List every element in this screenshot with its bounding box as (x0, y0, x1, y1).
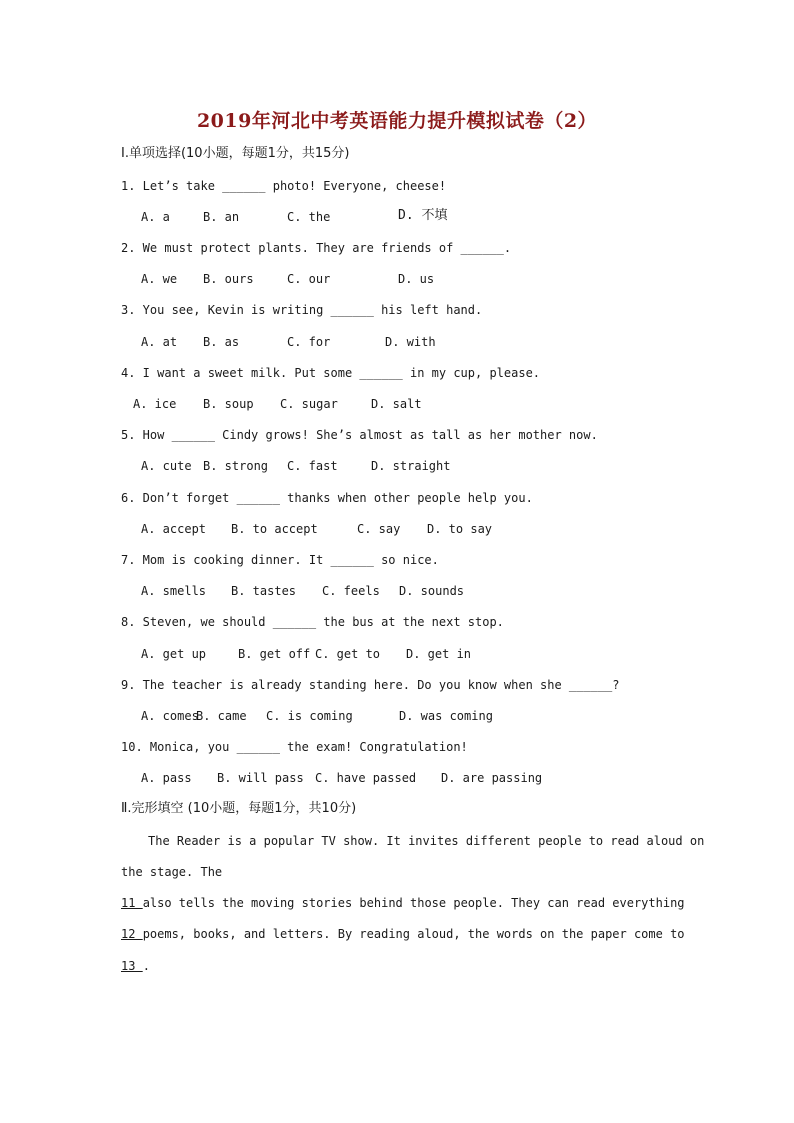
question-8-option-c: C. get to (315, 647, 381, 661)
question-6-option-b: B. to accept (231, 522, 318, 536)
question-3-option-d: D. with (385, 335, 436, 349)
blank-13: 13 (121, 959, 143, 973)
question-9-option-d: D. was coming (399, 709, 493, 723)
question-10-stem: 10. Monica, you ______ the exam! Congratulation! (121, 740, 468, 754)
blank-12: 12 (121, 927, 143, 941)
question-5-option-b: B. strong (203, 459, 269, 473)
question-2-option-a: A. we (141, 272, 178, 286)
question-3-option-b: B. as (203, 335, 240, 349)
passage-line-5-text: . (142, 959, 150, 973)
question-5-option-d: D. straight (371, 459, 451, 473)
passage-line-4-text: poems, books, and letters. By reading aloud, the words on the paper come to (142, 927, 685, 941)
passage-line-4 (121, 926, 685, 942)
question-6-option-c: C. say (357, 522, 401, 536)
question-4-stem: 4. I want a sweet milk. Put some ______ in my cup, please. (121, 366, 541, 380)
question-8-option-b: B. get off (238, 647, 311, 661)
question-3-stem: 3. You see, Kevin is writing ______ his left hand. (121, 303, 483, 317)
page-title: 2019年河北中考英语能力提升模拟试卷（2） (196, 110, 598, 132)
question-6-option-a: A. accept (141, 522, 207, 536)
section-1-heading: Ⅰ.单项选择(10小题，每题1分，共15分) (121, 146, 350, 161)
question-2-stem: 2. We must protect plants. They are friends of ______. (121, 241, 512, 255)
question-6-stem: 6. Don’t forget ______ thanks when other people help you. (121, 491, 533, 505)
question-7-stem: 7. Mom is cooking dinner. It ______ so nice. (121, 553, 439, 567)
question-7-option-b: B. tastes (231, 584, 297, 598)
question-4-option-c: C. sugar (280, 397, 338, 411)
question-9-option-b: B. came (196, 709, 247, 723)
question-9-stem: 9. The teacher is already standing here. Do you know when she ______? (121, 678, 620, 692)
question-4-option-b: B. soup (203, 397, 254, 411)
question-1-option-b: B. an (203, 210, 240, 224)
question-10-option-d: D. are passing (441, 771, 543, 785)
question-5-option-a: A. cute (141, 459, 192, 473)
question-1-option-a: A. a (141, 210, 170, 224)
question-2-option-b: B. ours (203, 272, 254, 286)
question-7-option-c: C. feels (322, 584, 380, 598)
question-2-option-c: C. our (287, 272, 331, 286)
section-2-heading: Ⅱ.完形填空 (10小题，每题1分，共10分) (121, 801, 357, 816)
passage-line-2: the stage. The (121, 865, 223, 879)
question-6-option-d: D. to say (427, 522, 493, 536)
question-10-option-b: B. will pass (217, 771, 304, 785)
question-8-option-a: A. get up (141, 647, 207, 661)
question-5-option-c: C. fast (287, 459, 338, 473)
question-5-stem: 5. How ______ Cindy grows! She’s almost as tall as her mother now. (121, 428, 598, 442)
passage-line-1: The Reader is a popular TV show. It invites different people to read aloud on (148, 834, 705, 848)
question-1-option-c: C. the (287, 210, 331, 224)
question-3-option-c: C. for (287, 335, 331, 349)
question-7-option-a: A. smells (141, 584, 207, 598)
blank-11: 11 (121, 896, 143, 910)
question-10-option-a: A. pass (141, 771, 192, 785)
question-9-option-a: A. comes (141, 709, 199, 723)
passage-line-3-text: also tells the moving stories behind those people. They can read everything (142, 896, 685, 910)
question-7-option-d: D. sounds (399, 584, 465, 598)
question-10-option-c: C. have passed (315, 771, 417, 785)
question-4-option-d: D. salt (371, 397, 422, 411)
question-3-option-a: A. at (141, 335, 178, 349)
question-2-option-d: D. us (398, 272, 435, 286)
passage-line-3 (121, 895, 685, 911)
question-1-stem: 1. Let’s take ______ photo! Everyone, cheese! (121, 179, 447, 193)
passage-line-5 (121, 958, 150, 974)
question-8-stem: 8. Steven, we should ______ the bus at the next stop. (121, 615, 504, 629)
question-8-option-d: D. get in (406, 647, 472, 661)
question-4-option-a: A. ice (133, 397, 177, 411)
question-1-option-d: D. 不填 (398, 208, 448, 223)
question-9-option-c: C. is coming (266, 709, 353, 723)
